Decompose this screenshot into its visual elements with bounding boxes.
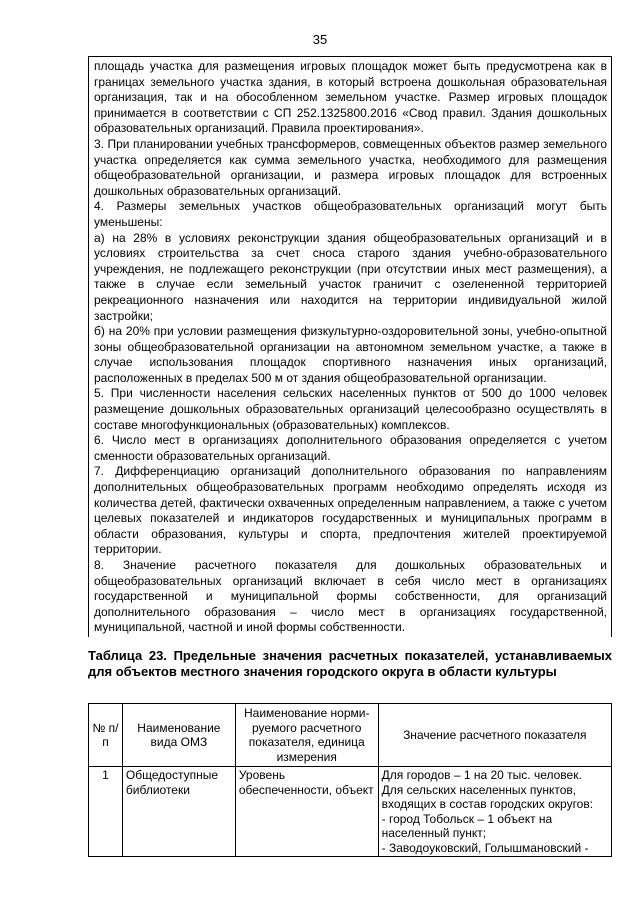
header-number: № п/п	[89, 704, 123, 767]
row-omz-name: Общедоступные библиотеки	[122, 767, 235, 857]
header-value: Значение расчетного показателя	[378, 704, 611, 767]
paragraph-4a: а) на 28% в условиях реконструкции здания общеобразовательных организаций и в условиях строительства за счет сноса старого здания учебно-образовательного учреждения, не подлежащего реконструкции (при отсутствии иных мест размещения), а также в случае если земельный участок граничит с озелененной территорией рекреационного назначения или находится на территории индивидуальной жилой застройки;	[94, 230, 607, 323]
paragraph-8: 8. Значение расчетного показателя для дошкольных образовательных и общеобразовательных организаций включает в себя число мест в организациях государственной и муниципальной формы собственности, для организаций дополнительного образования – число мест в организациях государственной, муниципальной, частной и иной формы собственности.	[94, 558, 607, 635]
text-frame	[88, 56, 612, 637]
paragraph-7: 7. Дифференциацию организаций дополнительного образования по направлениям дополнительных общеобразовательных программ необходимо определять исходя из количества детей, фактически охваченных определенным направлением, а также с учетом целевых показателей и индикаторов государственных и муниципальных программ в области образования, культуры и спорта, предпочтения жителей проектируемой территории.	[94, 464, 607, 557]
page-number: 35	[312, 32, 328, 47]
row-indicator: Уровень обеспеченности, объект	[235, 767, 378, 857]
culture-indicators-table	[88, 703, 612, 857]
value-line: Для городов – 1 на 20 тыс. человек.	[381, 768, 582, 782]
row-number: 1	[89, 767, 123, 857]
paragraph-6: 6. Число мест в организациях дополнительного образования определяется с учетом сменности образовательных организаций.	[94, 433, 607, 463]
table-header-row	[89, 704, 612, 767]
value-line: - город Тобольск – 1 объект на населенный пункт;	[381, 811, 553, 840]
paragraph-4b: б) на 20% при условии размещения физкультурно-оздоровительной зоны, учебно-опытной зоны общеобразовательной организации на автономном земельном участке, а также в случае использования площадок спортивного назначения иных организаций, расположенных в пределах 500 м от здания общеобразовательной организации.	[94, 324, 607, 385]
table-row	[89, 767, 612, 857]
paragraph-5: 5. При численности населения сельских населенных пунктов от 500 до 1000 человек размещение дошкольных образовательных организаций целесообразно осуществлять в составе многофункциональных (образовательных) комплексов.	[94, 386, 607, 432]
row-values	[378, 767, 611, 857]
paragraph-playground-area: площадь участка для размещения игровых площадок может быть предусмотрена как в границах земельного участка здания, в который встроена дошкольная образовательная организация, так и на обособленном земельном участке. Размер игровых площадок принимается в соответствии с СП 252.1325800.2016 «Свод правил. Здания дошкольных образовательных организаций. Правила проектирования».	[94, 59, 607, 136]
paragraph-3: 3. При планировании учебных трансформеров, совмещенных объектов размер земельного участка определяется как сумма земельного участка, необходимого для размещения общеобразовательной организации, и размера игровых площадок для встроенных дошкольных образовательных организаций.	[94, 136, 607, 198]
value-line: Для сельских населенных пунктов, входящих в состав городских округов:	[381, 782, 594, 811]
table-caption: Таблица 23. Предельные значения расчетных показателей, устанавливаемых для объектов местного значения городского округа в области культуры	[88, 648, 612, 679]
header-indicator: Наименование норми-руемого расчетного показателя, единица измерения	[235, 704, 378, 767]
value-line: - Заводоуковский, Голышмановский -	[381, 840, 589, 855]
header-omz-type: Наименование вида ОМЗ	[122, 704, 235, 767]
paragraph-4: 4. Размеры земельных участков общеобразовательных организаций могут быть уменьшены:	[94, 199, 607, 229]
